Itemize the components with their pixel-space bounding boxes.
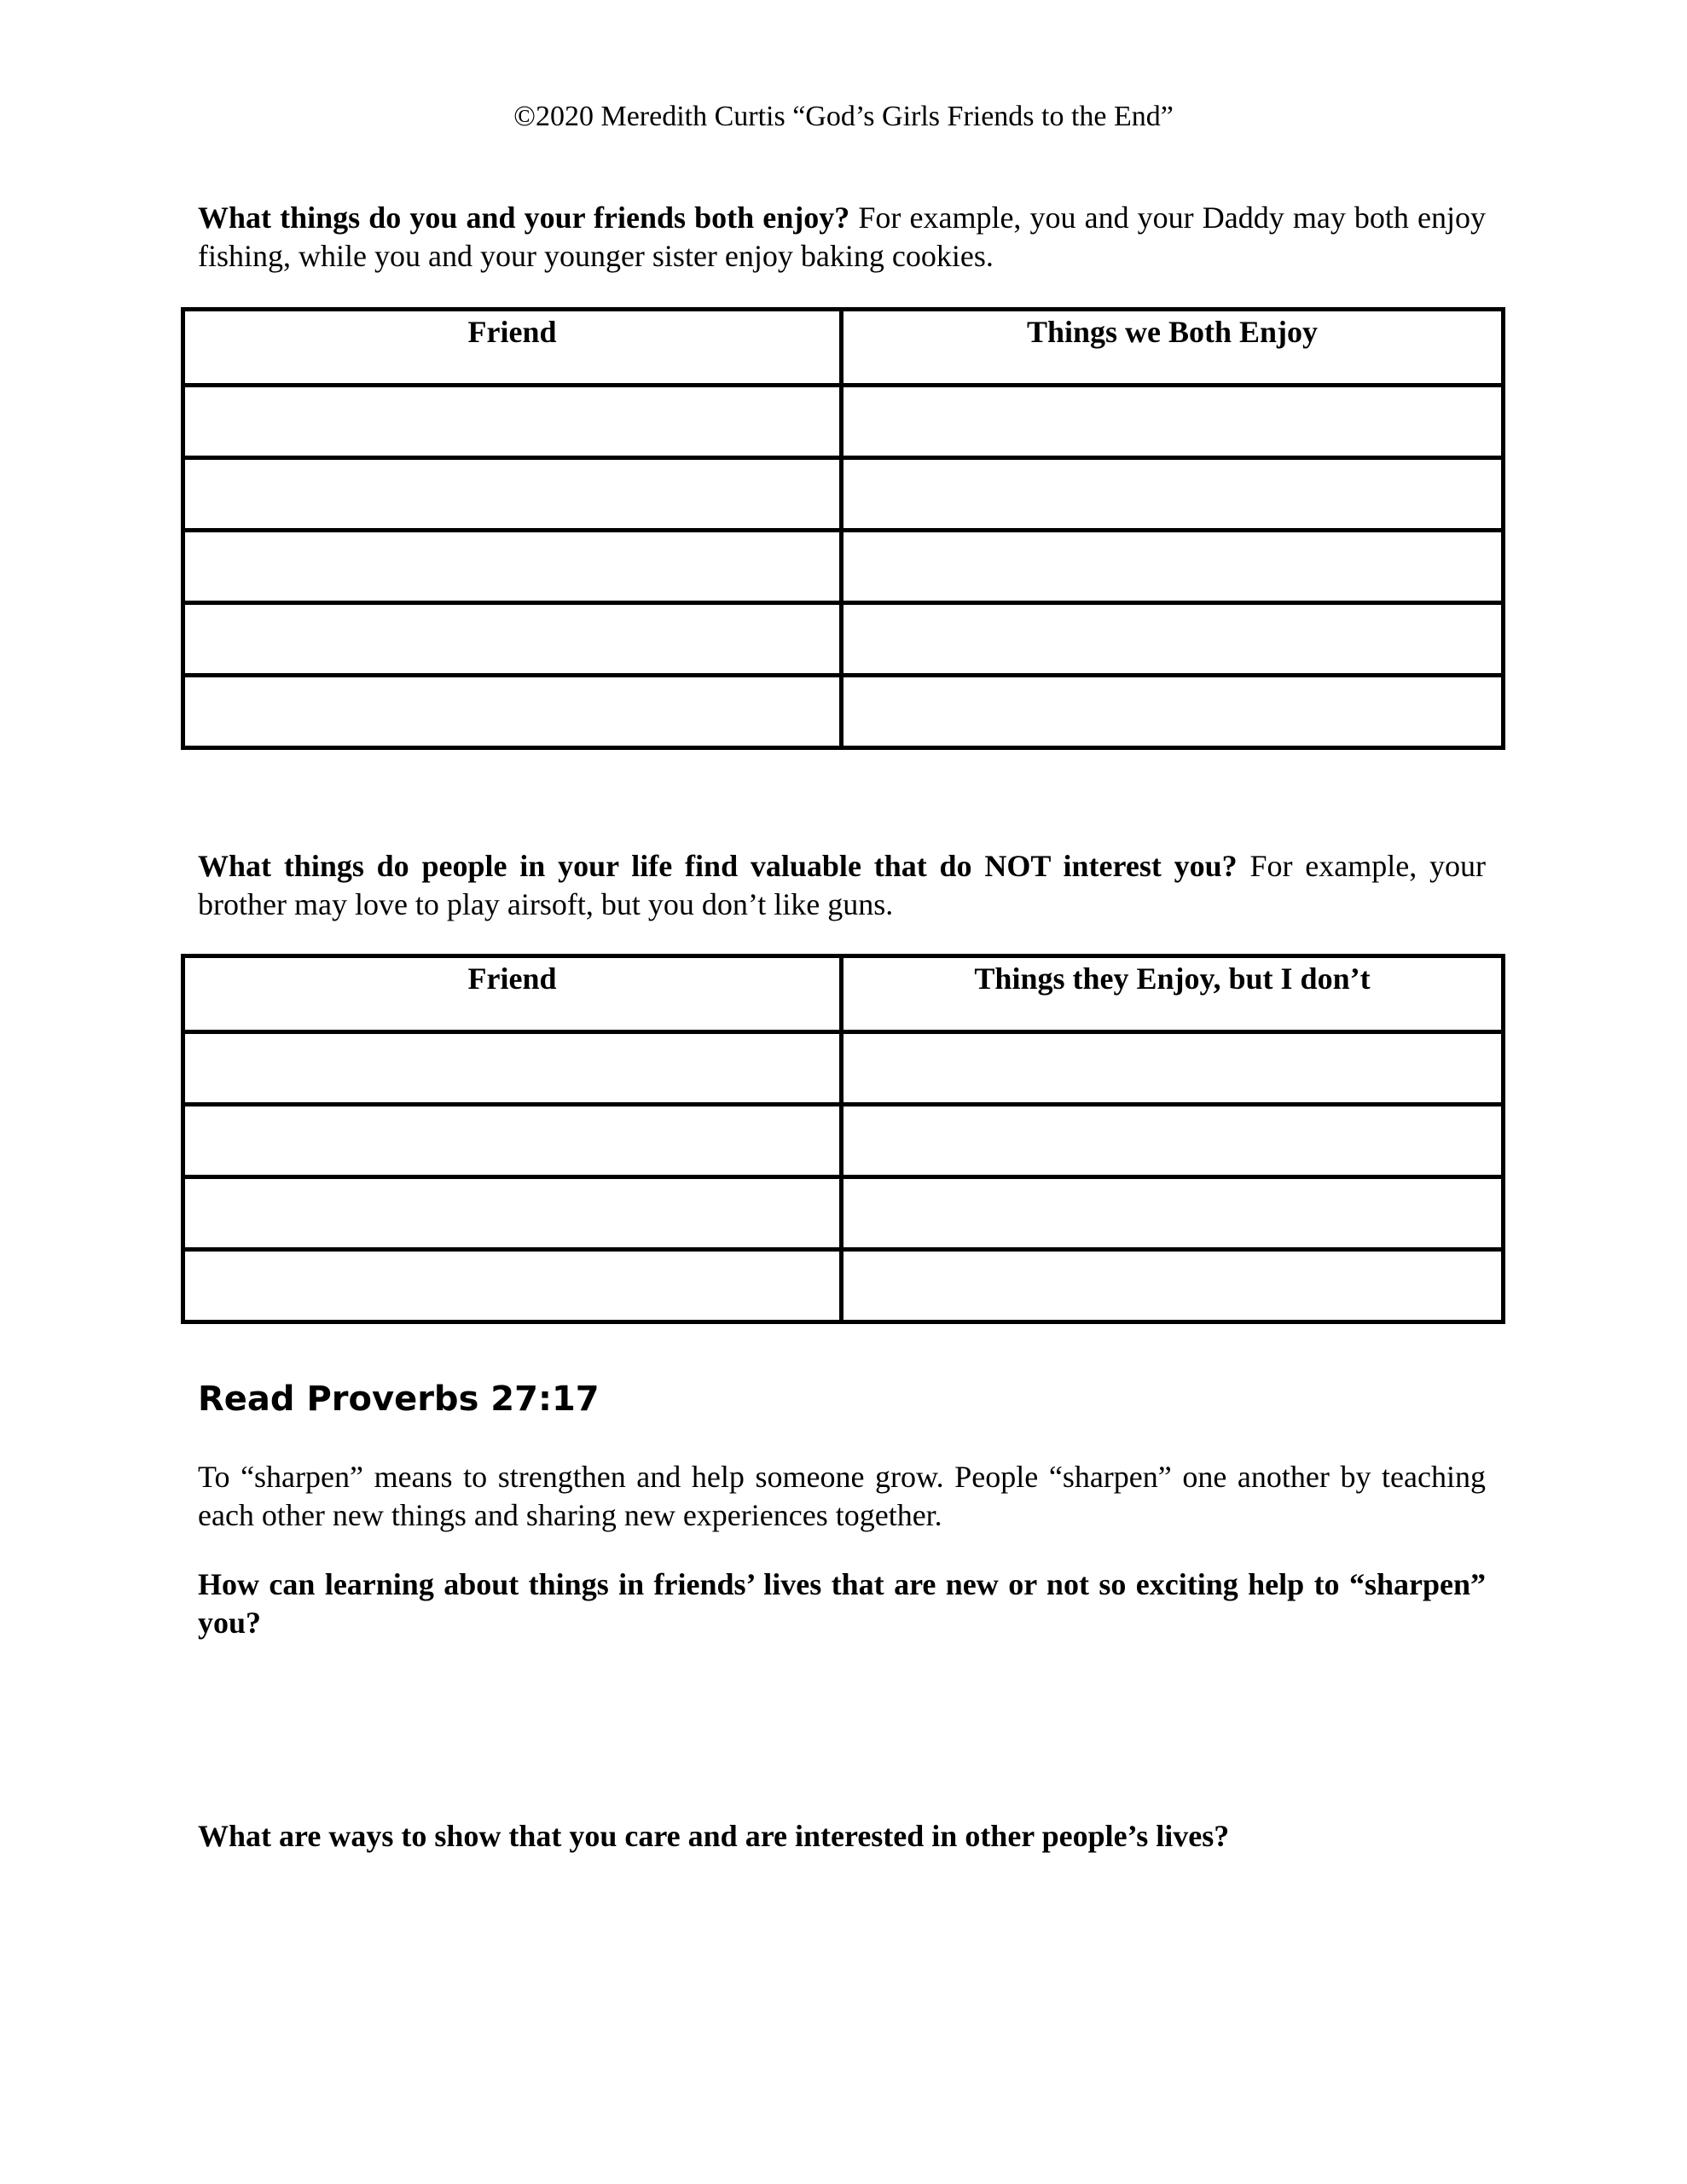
question-different-interests-bold: What things do people in your life find valuable that do NOT interest you? xyxy=(198,849,1238,883)
table-row xyxy=(183,1177,1504,1250)
page-header-copyright: ©2020 Meredith Curtis “God’s Girls Friends to the End” xyxy=(513,101,1174,132)
friend-cell[interactable] xyxy=(183,386,842,458)
question-sharpen xyxy=(198,1565,1486,1642)
enjoy-cell[interactable] xyxy=(842,386,1504,458)
column-header-things-we-both-enjoy: Things we Both Enjoy xyxy=(842,310,1504,386)
column-header-friend: Friend xyxy=(183,956,842,1032)
table-row xyxy=(183,1032,1504,1105)
friend-cell[interactable] xyxy=(183,1105,842,1177)
question-different-interests xyxy=(198,847,1486,924)
question-shared-interests xyxy=(198,199,1486,276)
question-show-care xyxy=(198,1817,1486,1856)
column-header-friend: Friend xyxy=(183,310,842,386)
enjoy-cell[interactable] xyxy=(842,531,1504,603)
friend-cell[interactable] xyxy=(183,1177,842,1250)
table-row xyxy=(183,603,1504,676)
enjoy-cell[interactable] xyxy=(842,458,1504,531)
they-enjoy-cell[interactable] xyxy=(842,1177,1504,1250)
they-enjoy-cell[interactable] xyxy=(842,1250,1504,1322)
question-show-care-text: What are ways to show that you care and are interested in other people’s lives? xyxy=(198,1819,1230,1853)
shared-interests-table xyxy=(181,307,1505,750)
table-row xyxy=(183,676,1504,748)
question-different-interests-example: For example, your brother may love to play airsoft, but you don’t like guns. xyxy=(198,849,1486,921)
table-row xyxy=(183,1250,1504,1322)
column-header-things-they-enjoy: Things they Enjoy, but I don’t xyxy=(842,956,1504,1032)
table-header-row xyxy=(183,956,1504,1032)
friend-cell[interactable] xyxy=(183,531,842,603)
table-row xyxy=(183,458,1504,531)
friend-cell[interactable] xyxy=(183,603,842,676)
enjoy-cell[interactable] xyxy=(842,676,1504,748)
sharpen-paragraph: To “sharpen” means to strengthen and help someone grow. People “sharpen” one another by teaching each other new things and sharing new experiences together. xyxy=(198,1460,1486,1532)
they-enjoy-cell[interactable] xyxy=(842,1105,1504,1177)
question-shared-interests-bold: What things do you and your friends both enjoy? xyxy=(198,200,850,235)
they-enjoy-cell[interactable] xyxy=(842,1032,1504,1105)
different-interests-table xyxy=(181,954,1505,1324)
table-header-row xyxy=(183,310,1504,386)
question-sharpen-text: How can learning about things in friends’ lives that are new or not so exciting help to “sharpen” you? xyxy=(198,1567,1486,1640)
enjoy-cell[interactable] xyxy=(842,603,1504,676)
friend-cell[interactable] xyxy=(183,458,842,531)
question-shared-interests-example: For example, you and your Daddy may both enjoy fishing, while you and your younger sister enjoy baking cookies. xyxy=(198,200,1486,273)
table-row xyxy=(183,531,1504,603)
friend-cell[interactable] xyxy=(183,1250,842,1322)
table-row xyxy=(183,1105,1504,1177)
table-row xyxy=(183,386,1504,458)
section-heading-proverbs: Read Proverbs 27:17 xyxy=(198,1380,600,1419)
friend-cell[interactable] xyxy=(183,676,842,748)
friend-cell[interactable] xyxy=(183,1032,842,1105)
